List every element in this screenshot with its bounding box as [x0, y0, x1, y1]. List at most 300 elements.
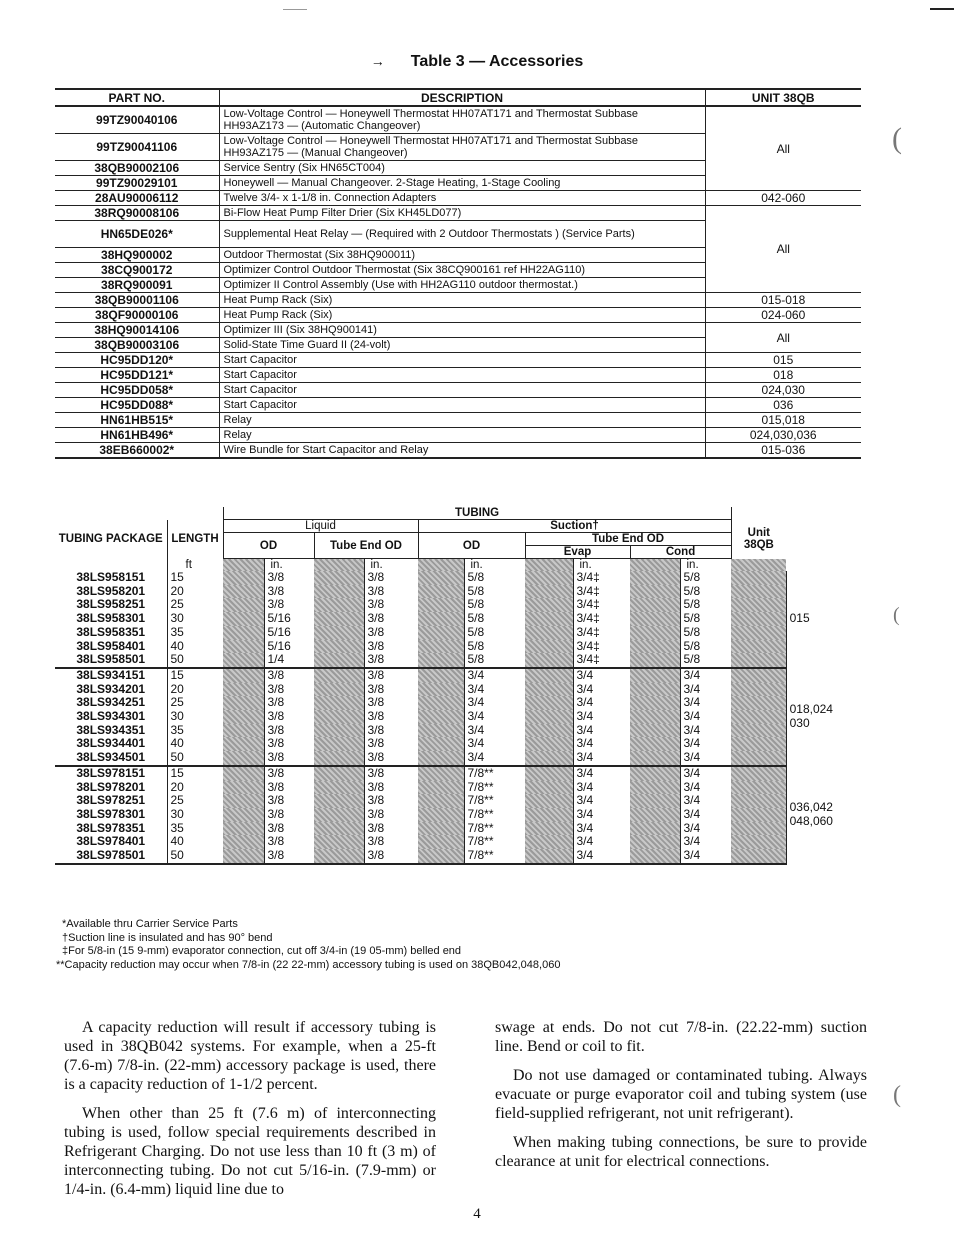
metric-value-shaded	[223, 640, 264, 654]
tubing-row	[55, 737, 786, 751]
accessory-row	[55, 293, 861, 308]
metric-value-shaded	[731, 668, 786, 683]
accessory-row	[55, 443, 861, 459]
part-description: Twelve 3/4- x 1-1/8 in. Connection Adapters	[219, 191, 705, 206]
metric-value-shaded	[418, 724, 464, 738]
tubing-header: TUBING	[223, 507, 731, 520]
metric-value-shaded	[223, 668, 264, 683]
metric-value-shaded	[731, 808, 786, 822]
accessory-row	[55, 398, 861, 413]
package-number: 38LS978151	[76, 765, 146, 780]
part-description: Start Capacitor	[219, 368, 705, 383]
metric-value-shaded	[525, 835, 573, 849]
suction-evap: 3/4	[573, 737, 630, 751]
part-number: 38QB90002106	[55, 161, 219, 176]
length-ft: 20	[167, 585, 223, 599]
metric-value-shaded	[731, 696, 786, 710]
part-number: 99TZ90029101	[55, 176, 219, 191]
metric-value-shaded	[525, 598, 573, 612]
liquid-od: 3/8	[264, 751, 314, 766]
metric-value-shaded	[418, 781, 464, 795]
metric-value-shaded	[314, 598, 364, 612]
metric-value-shaded	[223, 822, 264, 836]
suction-cond: 3/4	[680, 696, 731, 710]
metric-value-shaded	[314, 653, 364, 668]
tubing-row	[55, 640, 786, 654]
metric-value-shaded	[223, 737, 264, 751]
header-description: DESCRIPTION	[219, 89, 705, 106]
suction-cond: 3/4	[680, 794, 731, 808]
metric-value-shaded	[223, 849, 264, 864]
metric-value-shaded	[630, 626, 680, 640]
suction-od: 7/8**	[464, 781, 525, 795]
unit-applicability: 024,030,036	[705, 428, 861, 443]
liquid-tube-end: 3/8	[364, 653, 418, 668]
suction-od: 3/4	[464, 751, 525, 766]
revision-arrow: →	[370, 53, 385, 69]
liquid-od: 3/8	[264, 849, 314, 864]
tubing-row	[55, 822, 786, 836]
package-number: 38LS978501	[55, 849, 167, 864]
metric-value-shaded	[418, 737, 464, 751]
metric-value-shaded	[630, 724, 680, 738]
metric-value-shaded	[630, 751, 680, 766]
package-number: 38LS978351	[76, 820, 146, 835]
package-number: 38LS934201	[76, 681, 146, 696]
unit-applicability: 024-060	[705, 308, 861, 323]
metric-value-shaded	[223, 794, 264, 808]
metric-value-shaded	[731, 585, 786, 599]
suction-evap: 3/4	[573, 808, 630, 822]
liquid-od: 3/8	[264, 668, 314, 683]
metric-value-shaded	[630, 598, 680, 612]
in-unit-label: in.	[464, 559, 525, 572]
metric-value-shaded	[223, 683, 264, 697]
metric-value-shaded	[630, 612, 680, 626]
tubing-row	[55, 696, 786, 710]
metric-value-shaded	[731, 737, 786, 751]
suction-cond: 3/4	[680, 724, 731, 738]
metric-value-shaded	[418, 640, 464, 654]
package-number: 38LS934501	[55, 751, 167, 766]
part-description: Start Capacitor	[219, 398, 705, 413]
in-unit-label: in.	[573, 559, 630, 572]
liquid-tube-end: 3/8	[364, 626, 418, 640]
length-ft: 40	[167, 835, 223, 849]
tubing-table	[55, 507, 833, 865]
suction-od: 3/4	[464, 724, 525, 738]
metric-value-shaded	[418, 710, 464, 724]
accessory-row	[55, 106, 861, 134]
footnote: *Available thru Carrier Service Parts	[62, 918, 238, 930]
suction-cond: 3/4	[680, 751, 731, 766]
suction-cond: 3/4	[680, 849, 731, 864]
part-number: HC95DD058*	[55, 383, 219, 398]
tubing-row	[55, 710, 786, 724]
tubing-row	[55, 598, 786, 612]
suction-cond: 3/4	[680, 766, 731, 781]
liquid-tube-end: 3/8	[364, 849, 418, 864]
length-ft: 30	[167, 612, 223, 626]
unit-applicability: All	[705, 106, 861, 191]
metric-value-shaded	[630, 808, 680, 822]
suction-evap: 3/4‡	[573, 571, 630, 585]
length-ft: 30	[167, 808, 223, 822]
tubing-row	[55, 626, 786, 640]
metric-value-shaded	[223, 781, 264, 795]
part-description: Optimizer II Control Assembly (Use with HH2AG110 outdoor thermostat.)	[219, 278, 705, 293]
in-unit-label: in.	[264, 559, 314, 572]
unit-applicability: 042-060	[705, 191, 861, 206]
metric-value-shaded	[630, 766, 680, 781]
tubing-row: 38LS958151 15 3/8 3/8 5/8 3/4‡ 5/8 015	[55, 571, 786, 585]
tubing-row	[55, 751, 786, 766]
metric-value-shaded	[630, 849, 680, 864]
part-number: 38QF90000106	[55, 308, 219, 323]
part-number: 38RQ90008106	[55, 206, 219, 221]
liquid-tube-end: 3/8	[364, 683, 418, 697]
accessory-row	[55, 383, 861, 398]
accessory-row	[55, 413, 861, 428]
liquid-od: 3/8	[264, 598, 314, 612]
part-description: Service Sentry (Six HN65CT004)	[219, 161, 705, 176]
metric-value-shaded	[223, 835, 264, 849]
suction-cond: 3/4	[680, 737, 731, 751]
package-number: 38LS958301	[76, 611, 146, 626]
metric-value-shaded	[525, 612, 573, 626]
metric-value-shaded	[418, 794, 464, 808]
in-unit-label: in.	[680, 559, 731, 572]
suction-cond: 5/8	[680, 598, 731, 612]
body-left-column	[64, 1018, 436, 1209]
accessories-table	[55, 88, 861, 459]
metric-value-shaded	[630, 668, 680, 683]
length-ft: 50	[167, 751, 223, 766]
package-number: 38LS958351	[76, 624, 146, 639]
part-number: 38HQ900002	[55, 248, 219, 263]
liquid-tube-end: 3/8	[364, 710, 418, 724]
unit-applicability: 015-018	[705, 293, 861, 308]
metric-value-shaded	[731, 571, 786, 585]
suction-evap: 3/4	[573, 710, 630, 724]
footnote: ‡For 5/8-in (15 9-mm) evaporator connection, cut off 3/4-in (19 05-mm) belled end	[62, 945, 462, 957]
metric-value-shaded	[525, 653, 573, 668]
suction-cond: 5/8	[680, 653, 731, 668]
metric-value-shaded	[525, 781, 573, 795]
liquid-tube-end: 3/8	[364, 822, 418, 836]
metric-value-shaded	[314, 781, 364, 795]
tubing-row	[55, 835, 786, 849]
metric-value-shaded	[525, 696, 573, 710]
metric-value-shaded	[630, 585, 680, 599]
liquid-od: 3/8	[264, 710, 314, 724]
metric-value-shaded	[731, 724, 786, 738]
liquid-od: 3/8	[264, 737, 314, 751]
in-unit-label: in.	[364, 559, 418, 572]
liquid-od: 5/16	[264, 626, 314, 640]
metric-value-shaded	[314, 640, 364, 654]
body-paragraph: Do not use damaged or contaminated tubing. Always evacuate or purge evaporator coil and tubing system (use field-supplied refrigerant, not unit refrigerant).	[495, 1067, 867, 1122]
liquid-tube-end: 3/8	[364, 808, 418, 822]
table-title	[0, 53, 954, 71]
metric-value-shaded	[314, 766, 364, 781]
liquid-od-header: OD	[223, 533, 314, 559]
package-number: 38LS978401	[76, 834, 146, 849]
suction-evap: 3/4	[573, 822, 630, 836]
package-number: 38LS958501	[55, 653, 167, 668]
suction-cond: 3/4	[680, 835, 731, 849]
part-number: HN65DE026*	[55, 221, 219, 248]
metric-value-shaded	[223, 710, 264, 724]
part-description: Bi-Flow Heat Pump Filter Drier (Six KH45LD077)	[219, 206, 705, 221]
metric-value-shaded	[731, 640, 786, 654]
body-paragraph: A capacity reduction will result if accessory tubing is used in 38QB042 systems. For example, when a 25-ft (7.6-m) 7/8-in. (22-mm) accessory package is used, there is a capacity reduction of 1-1/2 percent.	[64, 1019, 436, 1093]
length-ft: 50	[167, 849, 223, 864]
metric-value-shaded	[223, 598, 264, 612]
length-ft: 35	[167, 724, 223, 738]
suction-evap: 3/4‡	[573, 640, 630, 654]
suction-od: 3/4	[464, 710, 525, 724]
suction-od: 5/8	[464, 612, 525, 626]
metric-value-shaded	[525, 751, 573, 766]
unit-applicability: All	[705, 323, 861, 353]
tubing-row: 38LS978151 15 3/8 3/8 7/8** 3/4 3/4 036,042 048,060	[55, 766, 786, 781]
suction-cond: 3/4	[680, 822, 731, 836]
metric-value-shaded	[525, 849, 573, 864]
metric-value-shaded	[731, 794, 786, 808]
tubing-row: 38LS934151 15 3/8 3/8 3/4 3/4 3/4 018,024 030	[55, 668, 786, 683]
length-ft: 20	[167, 781, 223, 795]
liquid-od: 5/16	[264, 640, 314, 654]
length-ft: 50	[167, 653, 223, 668]
tubing-package-header: TUBING PACKAGE	[58, 533, 163, 545]
accessories-body	[55, 106, 861, 458]
unit-applicability: 015	[705, 353, 861, 368]
accessory-row	[55, 308, 861, 323]
metric-value-shaded	[314, 751, 364, 766]
metric-value-shaded	[314, 724, 364, 738]
package-number: 38LS958201	[76, 583, 146, 598]
tubing-row	[55, 849, 786, 864]
metric-value-shaded	[525, 668, 573, 683]
part-number: 38QB90001106	[55, 293, 219, 308]
package-number: 38LS934251	[76, 695, 146, 710]
tubing-row	[55, 781, 786, 795]
suction-cond: 3/4	[680, 683, 731, 697]
metric-value-shaded	[630, 653, 680, 668]
suction-evap: 3/4	[573, 668, 630, 683]
package-number: 38LS978301	[76, 806, 146, 821]
length-ft: 15	[167, 571, 223, 585]
metric-value-shaded	[223, 571, 264, 585]
metric-value-shaded	[223, 585, 264, 599]
unit-applicability: 018	[705, 368, 861, 383]
body-right-column	[495, 1018, 867, 1181]
metric-value-shaded	[418, 653, 464, 668]
metric-value-shaded	[418, 766, 464, 781]
body-paragraph: When other than 25 ft (7.6 m) of interconnecting tubing is used, follow special requirements described in Refrigerant Charging. Do not use less than 10 ft (3 m) of interconnecting tubing. Do not cut 5/16-in. (7.9-mm) or 1/4-in. (6.4-mm) liquid line due to	[64, 1105, 436, 1198]
metric-value-shaded	[630, 737, 680, 751]
suction-evap: 3/4‡	[573, 598, 630, 612]
package-number: 38LS934401	[76, 736, 146, 751]
metric-value-shaded	[418, 612, 464, 626]
part-number: HC95DD088*	[55, 398, 219, 413]
suction-evap: 3/4	[573, 794, 630, 808]
package-number: 38LS934301	[76, 709, 146, 724]
metric-value-shaded	[630, 794, 680, 808]
accessory-row	[55, 353, 861, 368]
tubing-row	[55, 808, 786, 822]
suction-evap: 3/4‡	[573, 626, 630, 640]
part-description: Low-Voltage Control — Honeywell Thermostat HH07AT171 and Thermostat Subbase HH93AZ175 — (Manual Changeover)	[219, 134, 705, 161]
liquid-tube-end: 3/8	[364, 585, 418, 599]
metric-value-shaded	[731, 781, 786, 795]
suction-od: 3/4	[464, 737, 525, 751]
suction-od: 7/8**	[464, 808, 525, 822]
part-description: Supplemental Heat Relay — (Required with 2 Outdoor Thermostats ) (Service Parts)	[219, 221, 705, 248]
package-number: 38LS934151	[76, 667, 146, 682]
part-description: Relay	[219, 413, 705, 428]
metric-value-shaded	[630, 822, 680, 836]
metric-value-shaded	[525, 585, 573, 599]
liquid-tube-end: 3/8	[364, 835, 418, 849]
metric-value-shaded	[525, 626, 573, 640]
binding-edge-mark: (	[893, 604, 900, 626]
metric-value-shaded	[731, 626, 786, 640]
metric-value-shaded	[418, 808, 464, 822]
tubing-row	[55, 612, 786, 626]
suction-od: 3/4	[464, 696, 525, 710]
metric-value-shaded	[314, 794, 364, 808]
suction-evap: 3/4‡	[573, 612, 630, 626]
metric-value-shaded	[223, 766, 264, 781]
liquid-tube-end: 3/8	[364, 696, 418, 710]
length-ft: 35	[167, 626, 223, 640]
metric-value-shaded	[731, 835, 786, 849]
metric-value-shaded	[314, 835, 364, 849]
scan-mark-corner	[930, 8, 954, 10]
metric-value-shaded	[731, 653, 786, 668]
accessory-row	[55, 428, 861, 443]
part-number: 28AU90006112	[55, 191, 219, 206]
page-number: 4	[473, 1206, 481, 1222]
metric-value-shaded	[630, 696, 680, 710]
metric-value-shaded	[418, 571, 464, 585]
suction-evap: 3/4	[573, 696, 630, 710]
suction-cond: 3/4	[680, 710, 731, 724]
part-description: Start Capacitor	[219, 353, 705, 368]
scan-mark-top	[283, 9, 307, 10]
body-paragraph: swage at ends. Do not cut 7/8-in. (22.22-mm) suction line. Bend or coil to fit.	[495, 1019, 867, 1055]
suction-od: 7/8**	[464, 849, 525, 864]
package-number: 38LS958251	[76, 597, 146, 612]
footnote: **Capacity reduction may occur when 7/8-in (22 22-mm) accessory tubing is used on 38QB042,048,060	[56, 958, 561, 971]
suction-od: 5/8	[464, 640, 525, 654]
liquid-tube-end: 3/8	[364, 571, 418, 585]
liquid-tube-end: 3/8	[364, 751, 418, 766]
accessory-row	[55, 206, 861, 221]
tubing-row	[55, 683, 786, 697]
part-description: Outdoor Thermostat (Six 38HQ900011)	[219, 248, 705, 263]
unit-applicability: All	[705, 206, 861, 293]
metric-value-shaded	[314, 683, 364, 697]
metric-value-shaded	[525, 683, 573, 697]
liquid-od: 3/8	[264, 585, 314, 599]
metric-value-shaded	[223, 724, 264, 738]
metric-value-shaded	[418, 598, 464, 612]
part-number: 38HQ90014106	[55, 323, 219, 338]
suction-od: 5/8	[464, 626, 525, 640]
part-number: HN61HB496*	[55, 428, 219, 443]
tubing-row	[55, 653, 786, 668]
footnote: †Suction line is insulated and has 90° bend	[62, 931, 273, 944]
suction-evap: 3/4	[573, 683, 630, 697]
liquid-od: 1/4	[264, 653, 314, 668]
metric-value-shaded	[630, 571, 680, 585]
metric-value-shaded	[418, 849, 464, 864]
suction-tube-end-header: Tube End OD	[525, 533, 731, 546]
metric-value-shaded	[630, 781, 680, 795]
metric-value-shaded	[630, 640, 680, 654]
accessory-row	[55, 323, 861, 338]
suction-cond: 3/4	[680, 781, 731, 795]
liquid-od: 3/8	[264, 766, 314, 781]
metric-value-shaded	[731, 598, 786, 612]
part-number: 38RQ900091	[55, 278, 219, 293]
metric-value-shaded	[731, 612, 786, 626]
part-number: HC95DD120*	[55, 353, 219, 368]
liquid-tube-end: 3/8	[364, 766, 418, 781]
part-number: 99TZ90041106	[55, 134, 219, 161]
part-description: Honeywell — Manual Changeover. 2-Stage Heating, 1-Stage Cooling	[219, 176, 705, 191]
liquid-od: 3/8	[264, 683, 314, 697]
liquid-tube-end: 3/8	[364, 612, 418, 626]
footnotes	[56, 918, 561, 972]
metric-value-shaded	[314, 612, 364, 626]
liquid-header: Liquid	[223, 520, 418, 533]
suction-header: Suction†	[418, 520, 731, 533]
suction-evap: 3/4	[573, 849, 630, 864]
suction-evap: 3/4‡	[573, 653, 630, 668]
liquid-od: 5/16	[264, 612, 314, 626]
length-ft: 30	[167, 710, 223, 724]
part-description: Optimizer Control Outdoor Thermostat (Six 38CQ900161 ref HH22AG110)	[219, 263, 705, 278]
metric-value-shaded	[418, 668, 464, 683]
metric-value-shaded	[525, 766, 573, 781]
suction-evap: 3/4	[573, 751, 630, 766]
part-number: HN61HB515*	[55, 413, 219, 428]
suction-cond: 3/4	[680, 808, 731, 822]
metric-value-shaded	[314, 571, 364, 585]
part-description: Wire Bundle for Start Capacitor and Relay	[219, 443, 705, 459]
binding-edge-mark: (	[892, 122, 902, 155]
part-description: Heat Pump Rack (Six)	[219, 293, 705, 308]
part-number: 38CQ900172	[55, 263, 219, 278]
metric-value-shaded	[630, 683, 680, 697]
length-ft: 15	[167, 668, 223, 683]
metric-value-shaded	[731, 710, 786, 724]
part-description: Heat Pump Rack (Six)	[219, 308, 705, 323]
liquid-tube-end: 3/8	[364, 598, 418, 612]
part-number: HC95DD121*	[55, 368, 219, 383]
part-description: Relay	[219, 428, 705, 443]
suction-cond: 5/8	[680, 571, 731, 585]
metric-value-shaded	[525, 724, 573, 738]
accessory-row	[55, 191, 861, 206]
liquid-od: 3/8	[264, 724, 314, 738]
suction-cond: 3/4	[680, 668, 731, 683]
metric-value-shaded	[525, 710, 573, 724]
